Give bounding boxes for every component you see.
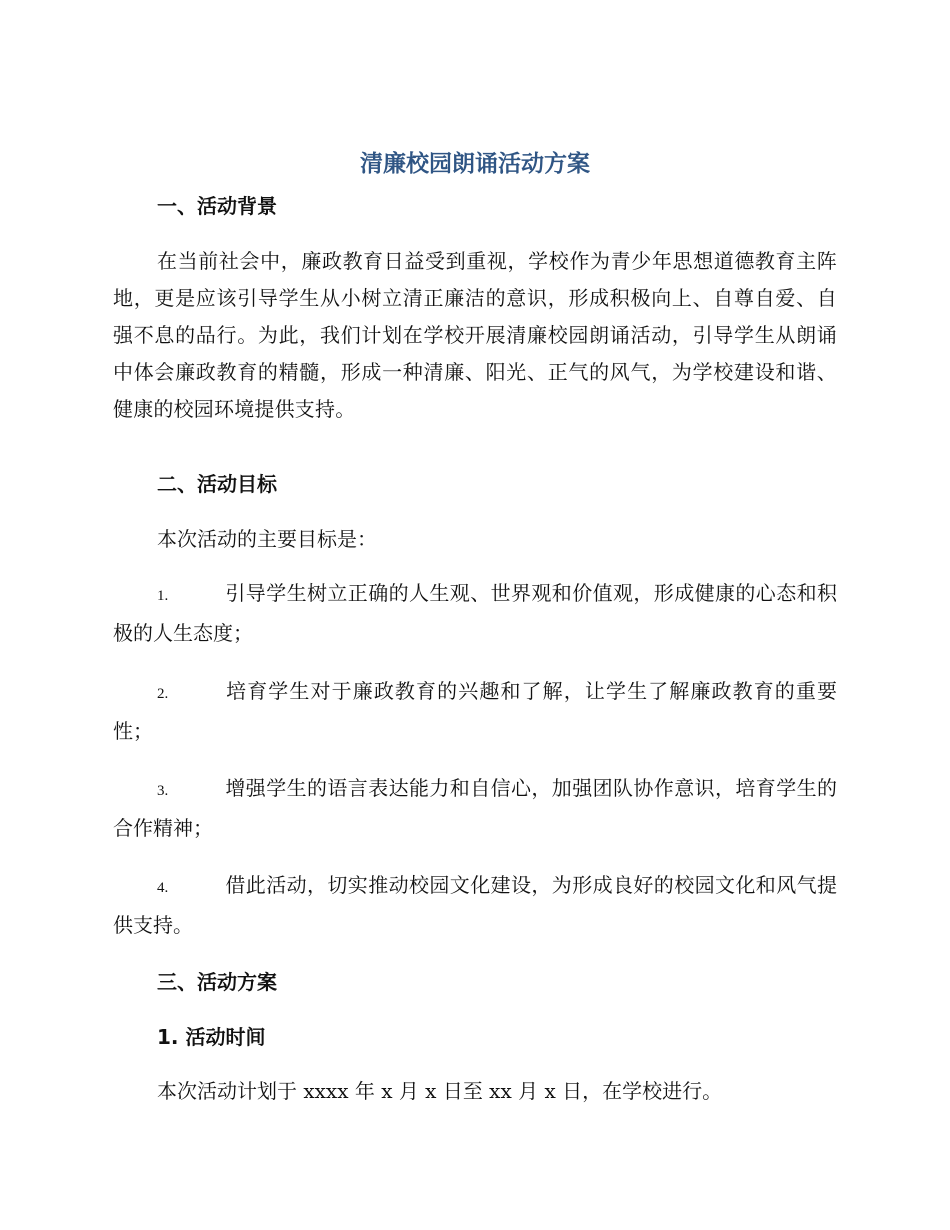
goal-item-number: 1. [157, 588, 169, 604]
goal-item-4 [113, 867, 837, 944]
goal-item-text: 借此活动，切实推动校园文化建设，为形成良好的校园文化和风气提供支持。 [113, 873, 837, 937]
section-heading-background: 一、活动背景 [157, 194, 277, 218]
goal-item-number: 2. [157, 686, 169, 702]
goal-item-text: 引导学生树立正确的人生观、世界观和价值观，形成健康的心态和积极的人生态度； [113, 581, 837, 645]
goal-item-2 [113, 673, 837, 750]
goal-item-number: 4. [157, 880, 169, 896]
document-title: 清廉校园朗诵活动方案 [360, 151, 590, 177]
goal-item-text: 培育学生对于廉政教育的兴趣和了解，让学生了解廉政教育的重要性； [113, 679, 837, 743]
goal-item-number: 3. [157, 783, 169, 799]
goal-item-1 [113, 575, 837, 652]
goal-item-3 [113, 770, 837, 847]
goal-item-text: 增强学生的语言表达能力和自信心，加强团队协作意识，培育学生的合作精神； [113, 776, 837, 840]
section-heading-plan: 三、活动方案 [157, 970, 277, 994]
subsection-heading-time: 1. 活动时间 [157, 1025, 266, 1049]
background-paragraph: 在当前社会中，廉政教育日益受到重视，学校作为青少年思想道德教育主阵地，更是应该引导学生从小树立清正廉洁的意识，形成积极向上、自尊自爱、自强不息的品行。为此，我们计划在学校开展清廉校园朗诵活动，引导学生从朗诵中体会廉政教育的精髓，形成一种清廉、阳光、正气的风气，为学校建设和谐、健康的校园环境提供支持。 [113, 249, 837, 421]
goals-intro: 本次活动的主要目标是： [157, 527, 377, 551]
activity-time-text: 本次活动计划于 xxxx 年 x 月 x 日至 xx 月 x 日，在学校进行。 [157, 1079, 723, 1103]
section-heading-goals: 二、活动目标 [157, 472, 277, 496]
